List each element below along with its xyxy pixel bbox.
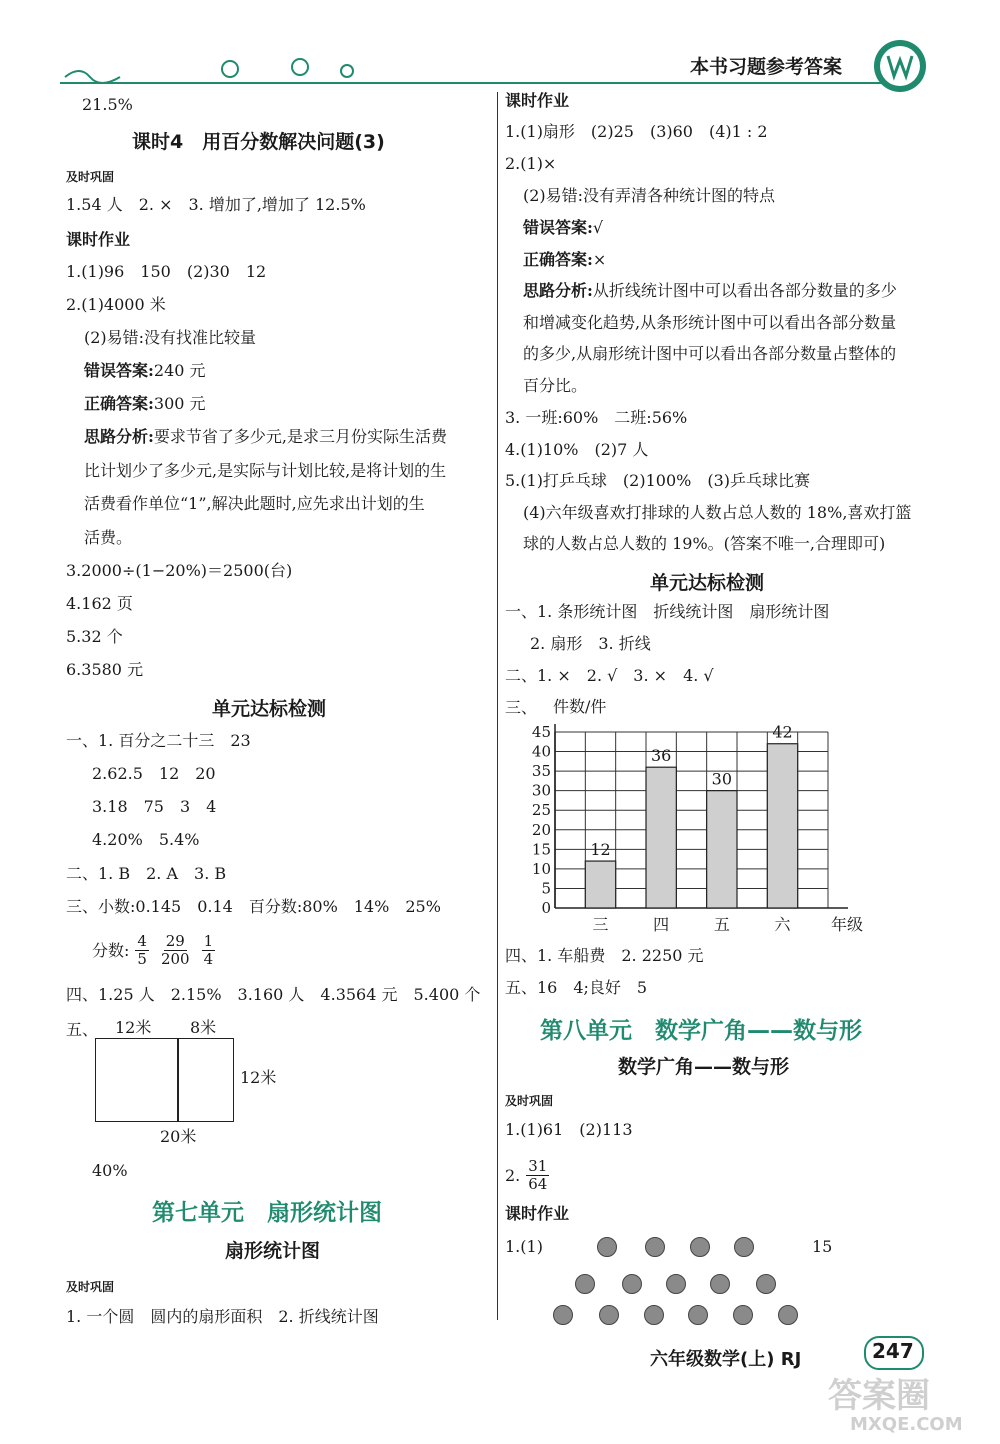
pattern-dot bbox=[553, 1305, 573, 1325]
fraction: $\frac{31}{64}$ bbox=[528, 1157, 548, 1193]
analysis-line bbox=[523, 281, 897, 301]
y-tick-label: 40 bbox=[531, 742, 551, 761]
watermark-url: MXQE.COM bbox=[850, 1414, 963, 1435]
bar-value-label: 36 bbox=[650, 746, 672, 766]
fraction: $\frac{29}{200}$ bbox=[160, 932, 190, 968]
answer-line: (2)易错:没有弄清各种统计图的特点 bbox=[523, 186, 776, 205]
y-tick-label: 5 bbox=[541, 879, 551, 898]
y-tick-label: 15 bbox=[531, 840, 551, 859]
answer-line: (2)易错:没有找准比较量 bbox=[84, 328, 257, 347]
x-tick-label: 六 bbox=[774, 915, 791, 934]
answer-line: 5.(1)打乒乓球 (2)100% (3)乒乓球比赛 bbox=[505, 471, 811, 490]
answer-line: (4)六年级喜欢打排球的人数占总人数的 18%,喜欢打篮 bbox=[523, 503, 912, 522]
dot-count: 15 bbox=[812, 1237, 833, 1256]
y-axis-label: 件数/件 bbox=[553, 697, 607, 716]
answer-line: 4.20% 5.4% bbox=[92, 830, 200, 849]
bar-四 bbox=[646, 767, 676, 908]
bar-value-label: 30 bbox=[711, 769, 733, 789]
rect-label-top-left: 12米 bbox=[115, 1018, 152, 1037]
fraction-line bbox=[92, 933, 221, 968]
correct-answer-value: × bbox=[592, 250, 607, 269]
y-tick-label: 10 bbox=[531, 859, 551, 878]
label-consolidation: 及时巩固 bbox=[66, 170, 115, 184]
y-tick-label: 20 bbox=[531, 820, 551, 839]
section-title-lesson4: 课时4 用百分数解决问题(3) bbox=[132, 131, 385, 153]
unit7-subtitle: 扇形统计图 bbox=[225, 1240, 321, 1262]
label-consolidation: 及时巩固 bbox=[66, 1280, 115, 1294]
unit8-title: 第八单元 数学广角——数与形 bbox=[540, 1018, 862, 1044]
pattern-dot bbox=[710, 1274, 730, 1294]
pattern-dot bbox=[778, 1305, 798, 1325]
bar-value-label: 42 bbox=[772, 722, 793, 742]
y-tick-label: 0 bbox=[541, 899, 551, 917]
pattern-dot bbox=[599, 1305, 619, 1325]
analysis-line: 百分比。 bbox=[523, 376, 588, 395]
page-number: 247 bbox=[872, 1339, 914, 1363]
pattern-dot bbox=[690, 1237, 710, 1257]
answer-line: 二、1. B 2. A 3. B bbox=[66, 864, 227, 883]
x-tick-label: 三 bbox=[592, 915, 609, 934]
answer-line: 1.(1)96 150 (2)30 12 bbox=[66, 262, 267, 281]
answer-line: 1.(1)61 (2)113 bbox=[505, 1120, 633, 1139]
answer-line: 2.(1)× bbox=[505, 154, 557, 173]
answer-line: 四、1. 车船费 2. 2250 元 bbox=[505, 946, 704, 965]
pattern-dot bbox=[688, 1305, 708, 1325]
answer-line: 2.(1)4000 米 bbox=[66, 295, 166, 314]
rect-label-bottom: 20米 bbox=[160, 1127, 197, 1146]
pattern-dot bbox=[644, 1305, 664, 1325]
label-homework: 课时作业 bbox=[66, 230, 131, 249]
answer-label: 五、 bbox=[66, 1020, 99, 1039]
answer-line: 一、1. 条形统计图 折线统计图 扇形统计图 bbox=[505, 602, 830, 621]
x-axis-label: 年级 bbox=[831, 915, 864, 934]
correct-answer-key: 正确答案: bbox=[523, 250, 593, 269]
pattern-dot bbox=[733, 1305, 753, 1325]
answer-line: 五、16 4;良好 5 bbox=[505, 978, 648, 997]
answer-line: 二、1. × 2. √ 3. × 4. √ bbox=[505, 666, 714, 685]
column-divider bbox=[497, 92, 498, 1320]
header-decoration bbox=[60, 55, 360, 85]
wrong-answer-key: 错误答案: bbox=[523, 218, 593, 237]
bar-五 bbox=[707, 791, 737, 908]
watermark-logo: 答案圈 bbox=[828, 1376, 930, 1416]
pattern-dot bbox=[756, 1274, 776, 1294]
pattern-dot bbox=[734, 1237, 754, 1257]
label-consolidation: 及时巩固 bbox=[505, 1094, 554, 1108]
answer-line: 4.162 页 bbox=[66, 594, 133, 613]
fraction-label: 2. bbox=[505, 1165, 521, 1185]
answer-line: 2.62.5 12 20 bbox=[92, 764, 216, 783]
correct-answer-value: 300 元 bbox=[153, 394, 206, 413]
answer-line: 1. 一个圆 圆内的扇形面积 2. 折线统计图 bbox=[66, 1307, 379, 1326]
analysis-value: 从折线统计图中可以看出各部分数量的多少 bbox=[592, 281, 897, 300]
answer-line: 2. 扇形 3. 折线 bbox=[530, 634, 651, 653]
unit-test-title: 单元达标检测 bbox=[212, 698, 327, 720]
bar-六 bbox=[767, 744, 797, 908]
bar-value-label: 12 bbox=[590, 840, 611, 860]
answer-line: 3.2000÷(1−20%)＝2500(台) bbox=[66, 561, 293, 580]
pattern-dot bbox=[622, 1274, 642, 1294]
y-tick-label: 25 bbox=[531, 801, 551, 820]
wrong-answer-value: √ bbox=[592, 218, 604, 237]
label-homework: 课时作业 bbox=[505, 1204, 570, 1223]
correct-answer-line bbox=[523, 250, 606, 270]
analysis-line: 活费看作单位“1”,解决此题时,应先求出计划的生 bbox=[84, 494, 425, 513]
wrong-answer-value: 240 元 bbox=[153, 361, 206, 380]
analysis-value: 要求节省了多少元,是求三月份实际生活费 bbox=[153, 427, 448, 446]
wrong-answer-key: 错误答案: bbox=[84, 361, 154, 380]
bar-三 bbox=[585, 861, 615, 908]
unit8-subtitle: 数学广角——数与形 bbox=[618, 1056, 790, 1078]
rect-label-top-right: 8米 bbox=[190, 1018, 217, 1037]
rect-label-right: 12米 bbox=[240, 1068, 277, 1087]
pattern-dot bbox=[597, 1237, 617, 1257]
pattern-dot bbox=[575, 1274, 595, 1294]
answer-line: 6.3580 元 bbox=[66, 660, 144, 679]
x-tick-label: 五 bbox=[713, 915, 730, 934]
analysis-line: 和增减变化趋势,从条形统计图中可以看出各部分数量 bbox=[523, 313, 897, 332]
wrong-answer-line bbox=[84, 361, 206, 381]
fraction: $\frac{1}{4}$ bbox=[203, 932, 214, 968]
rectangle-divider bbox=[177, 1038, 179, 1122]
footer-subject: 六年级数学(上) RJ bbox=[650, 1349, 802, 1370]
analysis-line bbox=[84, 427, 447, 447]
correct-answer-key: 正确答案: bbox=[84, 394, 154, 413]
answer-line: 3. 一班:60% 二班:56% bbox=[505, 408, 688, 427]
answer-line: 一、1. 百分之二十三 23 bbox=[66, 731, 251, 750]
analysis-line: 活费。 bbox=[84, 528, 133, 547]
book-icon bbox=[872, 38, 928, 94]
answer-line: 5.32 个 bbox=[66, 627, 123, 646]
pattern-dot bbox=[666, 1274, 686, 1294]
pattern-dot bbox=[645, 1237, 665, 1257]
answer-line: 1.54 人 2. × 3. 增加了,增加了 12.5% bbox=[66, 195, 366, 214]
answer-line: 3.18 75 3 4 bbox=[92, 797, 217, 816]
answer-line: 4.(1)10% (2)7 人 bbox=[505, 440, 649, 459]
answer-line: 1.(1)扇形 (2)25 (3)60 (4)1 : 2 bbox=[505, 122, 768, 141]
fraction-label: 分数: bbox=[92, 940, 130, 960]
answer-line: 球的人数占总人数的 19%。(答案不唯一,合理即可) bbox=[523, 534, 886, 553]
analysis-line: 的多少,从扇形统计图中可以看出各部分数量占整体的 bbox=[523, 344, 897, 363]
answer-line: 40% bbox=[92, 1161, 128, 1180]
answer-line: 1.(1) bbox=[505, 1237, 543, 1256]
y-tick-label: 30 bbox=[531, 781, 551, 800]
y-tick-label: 45 bbox=[531, 723, 551, 741]
x-tick-label: 四 bbox=[653, 915, 670, 934]
rectangle-diagram bbox=[95, 1038, 234, 1122]
analysis-line: 比计划少了多少元,是实际与计划比较,是将计划的生 bbox=[84, 461, 447, 480]
answer-line: 四、1.25 人 2.15% 3.160 人 4.3564 元 5.400 个 bbox=[66, 985, 481, 1004]
unit7-title: 第七单元 扇形统计图 bbox=[152, 1200, 382, 1226]
analysis-key: 思路分析: bbox=[84, 427, 154, 446]
header-title: 本书习题参考答案 bbox=[690, 56, 843, 78]
correct-answer-line bbox=[84, 394, 206, 414]
analysis-key: 思路分析: bbox=[523, 281, 593, 300]
bar-chart bbox=[520, 692, 870, 942]
fraction-line bbox=[505, 1158, 555, 1193]
answer-line: 三、小数:0.145 0.14 百分数:80% 14% 25% bbox=[66, 897, 441, 916]
wrong-answer-line bbox=[523, 218, 603, 238]
top-answer: 21.5% bbox=[82, 95, 133, 114]
fraction: $\frac{4}{5}$ bbox=[137, 932, 147, 968]
y-tick-label: 35 bbox=[531, 762, 551, 781]
label-homework: 课时作业 bbox=[505, 91, 570, 110]
chart-label: 三、 bbox=[505, 698, 538, 717]
unit-test-title: 单元达标检测 bbox=[650, 572, 765, 594]
footer-edition: RJ bbox=[780, 1349, 802, 1370]
header-rule bbox=[60, 82, 890, 84]
